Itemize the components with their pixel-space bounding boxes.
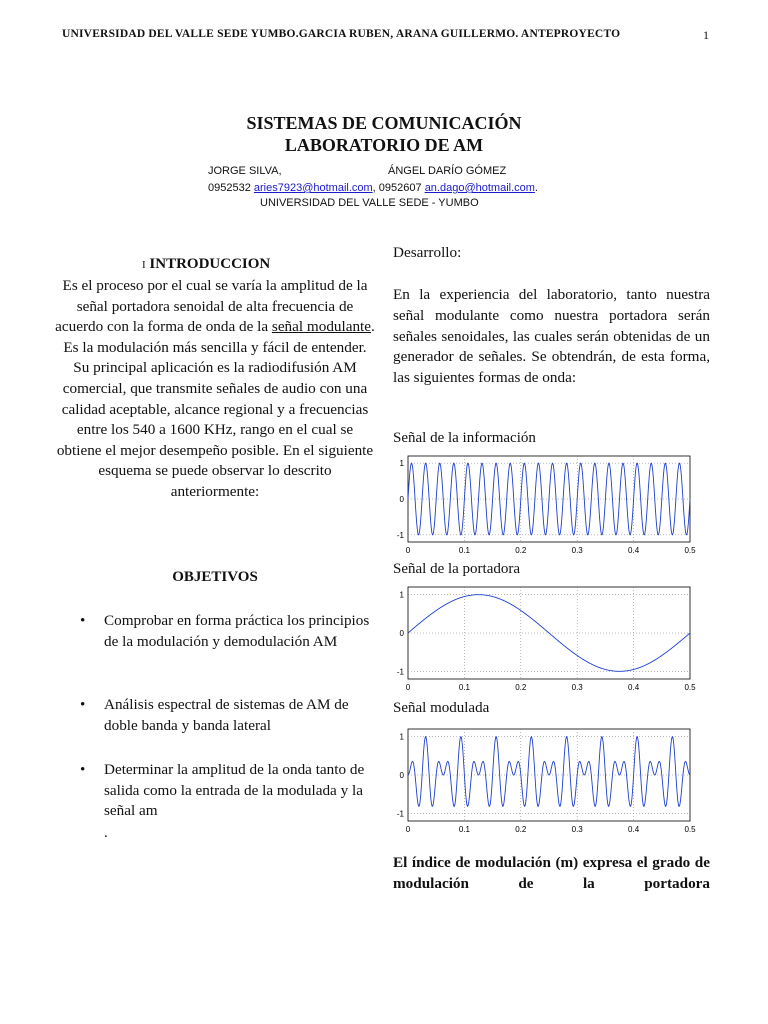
x-tick-label: 0.4 [628, 546, 640, 555]
y-tick-label: 1 [399, 732, 404, 742]
bullet-icon: • [80, 612, 86, 629]
bullet-icon: • [80, 696, 86, 713]
x-tick-label: 0.5 [684, 825, 696, 834]
modulation-text-b: ) expresa el grado de modulación de la portadora [393, 854, 710, 892]
objective-item [76, 760, 376, 822]
carrier-signal-plot [388, 583, 710, 695]
x-tick-label: 0.3 [571, 546, 583, 555]
x-tick-label: 0.1 [458, 683, 470, 692]
objective-item [76, 695, 376, 737]
x-tick-label: 0 [405, 825, 411, 834]
contact-end: . [534, 182, 538, 194]
objective-text: Determinar la amplitud de la onda tanto de salida como la entrada de la modulada y la señal am [104, 761, 365, 819]
email-link-1[interactable]: aries7923@hotmail.com [253, 182, 373, 194]
y-tick-label: -1 [396, 530, 404, 540]
author-2: ÁNGEL DARÍO GÓMEZ [388, 165, 507, 177]
paper-subtitle: LABORATORIO DE AM [284, 135, 484, 155]
x-tick-label: 0 [405, 683, 411, 692]
y-tick-label: 0 [399, 495, 404, 504]
y-tick-label: 1 [399, 590, 404, 600]
objective-item [76, 611, 376, 673]
bullet-icon: • [80, 761, 86, 778]
modulation-text-a: El índice de modulación ( [393, 854, 561, 871]
figure-caption-modulated: Señal modulada [393, 700, 490, 716]
modulation-symbol: m [560, 854, 574, 871]
intro-heading-text: INTRODUCCION [149, 256, 271, 272]
paper-title: SISTEMAS DE COMUNICACIÓN [246, 113, 522, 133]
y-tick-label: -1 [396, 809, 404, 819]
intro-text-b: . Es la modulación más sencilla y fácil de entender. Su principal aplicación es la radiodifusión AM comercial, que transmite señales de audio con una calidad aceptable, alcance regional y a frecuencias entre los 540 a 1600 KHz, rango en el cual se obtiene el mejor desempeño posible. En el siguiente esquema se puede observar lo descrito anteriormente: [56, 318, 375, 500]
modulation-index-paragraph [393, 853, 710, 895]
x-tick-label: 0.3 [571, 825, 583, 834]
y-tick-label: -1 [396, 667, 404, 677]
x-tick-label: 0.2 [515, 683, 527, 692]
x-tick-label: 0 [405, 546, 411, 555]
x-tick-label: 0.5 [684, 546, 696, 555]
modulated-signal-plot [388, 725, 710, 837]
intro-paragraph [54, 276, 376, 503]
intro-text-a: Es el proceso por el cual se varía la amplitud de la señal portadora senoidal de alta frecuencia de acuerdo con la forma de onda de la [55, 277, 368, 336]
y-tick-label: 1 [399, 459, 404, 469]
running-header: UNIVERSIDAD DEL VALLE SEDE YUMBO.GARCIA RUBEN, ARANA GUILLERMO. ANTEPROYECTO [62, 28, 621, 40]
section-numeral: I [142, 259, 146, 271]
x-tick-label: 0.4 [628, 825, 640, 834]
contact-separator: , [372, 182, 376, 194]
development-heading: Desarrollo: [393, 244, 462, 261]
information-signal-plot [388, 452, 710, 558]
x-tick-label: 0.1 [458, 825, 470, 834]
intro-heading [142, 256, 270, 273]
y-tick-label: 0 [399, 771, 404, 780]
objective-text: Análisis espectral de sistemas de AM de doble banda y banda lateral [104, 696, 349, 734]
objective-text: Comprobar en forma práctica los principios de la modulación y demodulación AM [104, 612, 370, 650]
page-number: 1 [703, 28, 709, 42]
x-tick-label: 0.2 [515, 825, 527, 834]
email-link-2[interactable]: an.dago@hotmail.com [424, 182, 535, 194]
x-tick-label: 0.4 [628, 683, 640, 692]
x-tick-label: 0.1 [458, 546, 470, 555]
x-tick-label: 0.2 [515, 546, 527, 555]
author-contacts [208, 182, 538, 194]
objectives-heading: OBJETIVOS [172, 569, 258, 585]
modulating-signal-link: señal modulante [271, 318, 372, 336]
x-tick-label: 0.5 [684, 683, 696, 692]
figure-caption-carrier: Señal de la portadora [393, 561, 521, 577]
author-id-2: 0952607 [378, 182, 422, 194]
author-1: JORGE SILVA, [208, 165, 282, 177]
affiliation: UNIVERSIDAD DEL VALLE SEDE - YUMBO [260, 197, 479, 209]
figure-caption-information: Señal de la información [393, 430, 536, 446]
author-id-1: 0952532 [208, 182, 251, 194]
x-tick-label: 0.3 [571, 683, 583, 692]
development-paragraph: En la experiencia del laboratorio, tanto nuestra señal modulante como nuestra portadora serán señales senoidales, las cuales serán obtenidas de un generador de señales. Se obtendrán, de esta forma, las siguientes formas de onda: [393, 286, 710, 387]
y-tick-label: 0 [399, 629, 404, 638]
objectives-trailing: . [104, 825, 108, 841]
